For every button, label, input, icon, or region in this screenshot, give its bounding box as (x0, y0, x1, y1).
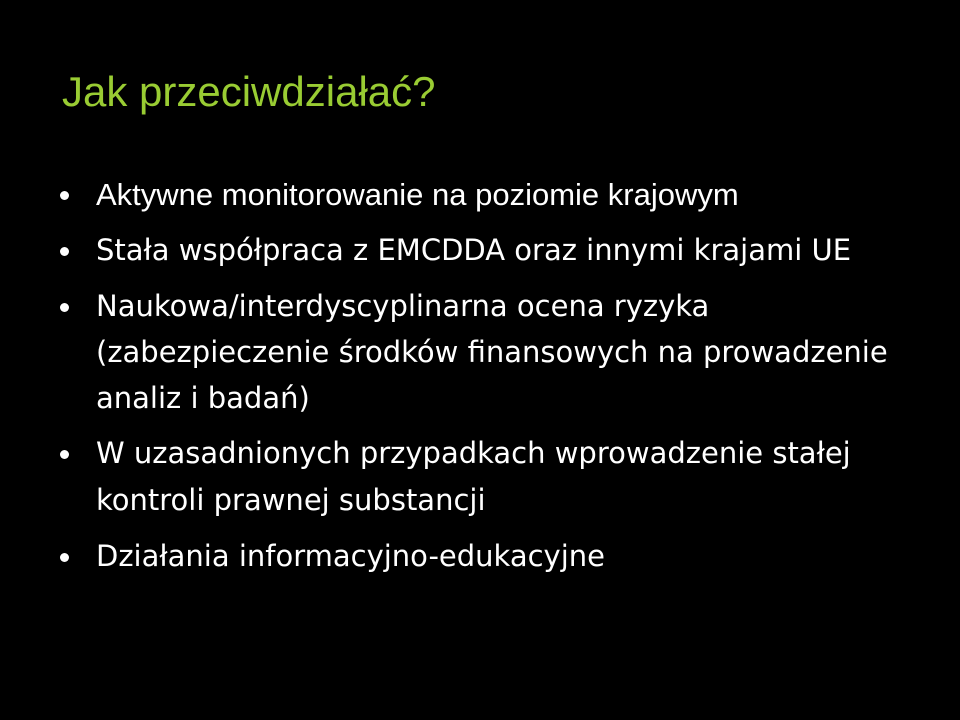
bullet-item (56, 227, 916, 274)
bullet-text: Działania informacyjno-edukacyjne (96, 539, 606, 573)
bullet-dot-icon (60, 553, 69, 562)
bullet-item (56, 283, 916, 421)
bullet-dot-icon (60, 247, 69, 256)
bullet-item (56, 533, 916, 580)
bullet-item (56, 171, 916, 218)
slide-title: Jak przeciwdziałać? (62, 68, 436, 115)
bullet-text: W uzasadnionych przypadkach wprowadzenie stałej kontroli prawnej substancji (96, 436, 851, 517)
bullet-item (56, 430, 916, 524)
bullet-dot-icon (60, 303, 69, 312)
bullet-text: Stała współpraca z EMCDDA oraz innymi krajami UE (96, 233, 852, 267)
bullet-text: Naukowa/interdyscyplinarna ocena ryzyka (zabezpieczenie środków finansowych na prowadzenie analiz i badań) (96, 289, 888, 415)
bullet-dot-icon (60, 191, 69, 200)
bullet-list (56, 171, 916, 589)
bullet-text: Aktywne monitorowanie na poziomie krajowym (96, 177, 739, 212)
bullet-dot-icon (60, 450, 69, 459)
